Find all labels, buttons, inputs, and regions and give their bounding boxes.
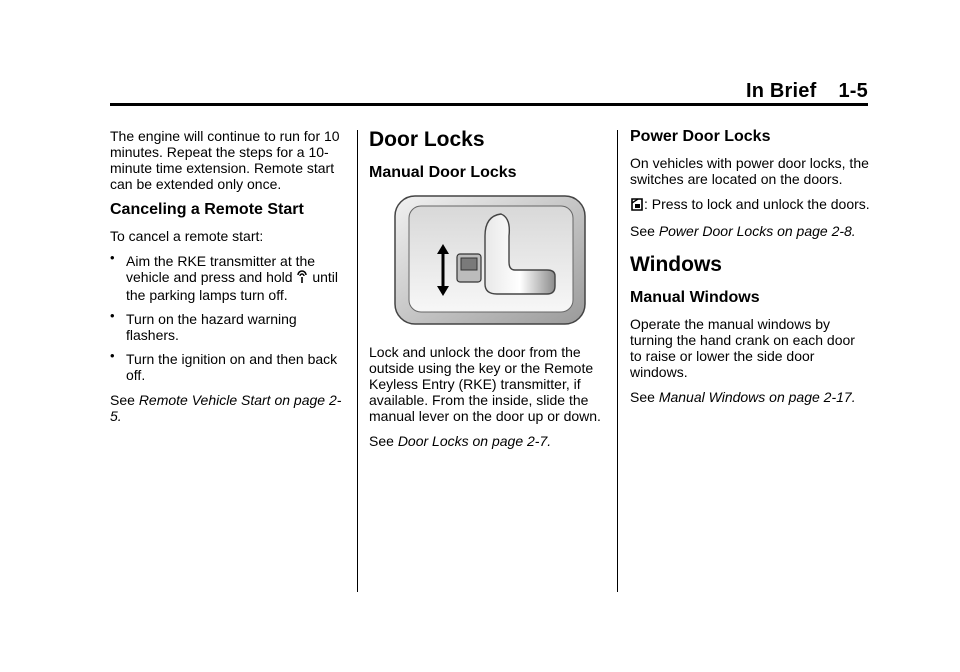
column-2	[369, 128, 609, 458]
cross-reference-link: Manual Windows on page 2-17.	[658, 389, 856, 405]
list-item: • Aim the RKE transmitter at the vehicle and press and hold until the parking lamps turn off.	[110, 253, 342, 303]
door-lock-switch-icon	[630, 198, 644, 214]
power-door-locks-body: On vehicles with power door locks, the switches are located on the doors.	[630, 155, 869, 187]
see-reference: See Remote Vehicle Start on page 2-5.	[110, 392, 342, 424]
manual-door-locks-heading: Manual Door Locks	[369, 164, 517, 181]
see-reference: See Door Locks on page 2-7.	[369, 433, 552, 449]
cross-reference-link: Remote Vehicle Start on page 2-5.	[110, 392, 342, 424]
header-rule	[110, 103, 868, 106]
list-item: • Turn the ignition on and then back off.	[110, 351, 342, 383]
cancel-lead: To cancel a remote start:	[110, 228, 264, 244]
intro-paragraph: The engine will continue to run for 10 minutes. Repeat the steps for a 10-minute time extension. Remote start can be extended only once.	[110, 128, 340, 192]
manual-windows-heading: Manual Windows	[630, 289, 760, 306]
page-number: 1-5	[838, 80, 868, 102]
door-locks-heading: Door Locks	[369, 128, 485, 151]
door-locks-body: Lock and unlock the door from the outside using the key or the Remote Keyless Entry (RKE) transmitter, if available. From the inside, slide the manual lever on the door up or down.	[369, 344, 601, 424]
see-reference: See Power Door Locks on page 2-8.	[630, 223, 856, 239]
column-3	[630, 128, 870, 414]
canceling-remote-start-heading: Canceling a Remote Start	[110, 201, 304, 218]
remote-start-icon	[296, 270, 308, 287]
list-item: • Turn on the hazard warning flashers.	[110, 311, 342, 343]
manual-windows-body: Operate the manual windows by turning the hand crank on each door to raise or lower the side door windows.	[630, 316, 855, 380]
cross-reference-link: Door Locks on page 2-7.	[397, 433, 552, 449]
column-1	[110, 128, 342, 433]
see-reference: See Manual Windows on page 2-17.	[630, 389, 856, 405]
column-divider-1	[357, 130, 358, 592]
door-lock-illustration	[389, 192, 589, 332]
cancel-steps-list	[110, 253, 342, 383]
page-header	[746, 80, 868, 103]
windows-heading: Windows	[630, 253, 722, 276]
cross-reference-link: Power Door Locks on page 2-8.	[658, 223, 856, 239]
power-door-locks-heading: Power Door Locks	[630, 128, 771, 145]
lock-switch-note: : Press to lock and unlock the doors.	[630, 196, 870, 214]
column-divider-2	[617, 130, 618, 592]
section-title: In Brief	[745, 80, 817, 102]
